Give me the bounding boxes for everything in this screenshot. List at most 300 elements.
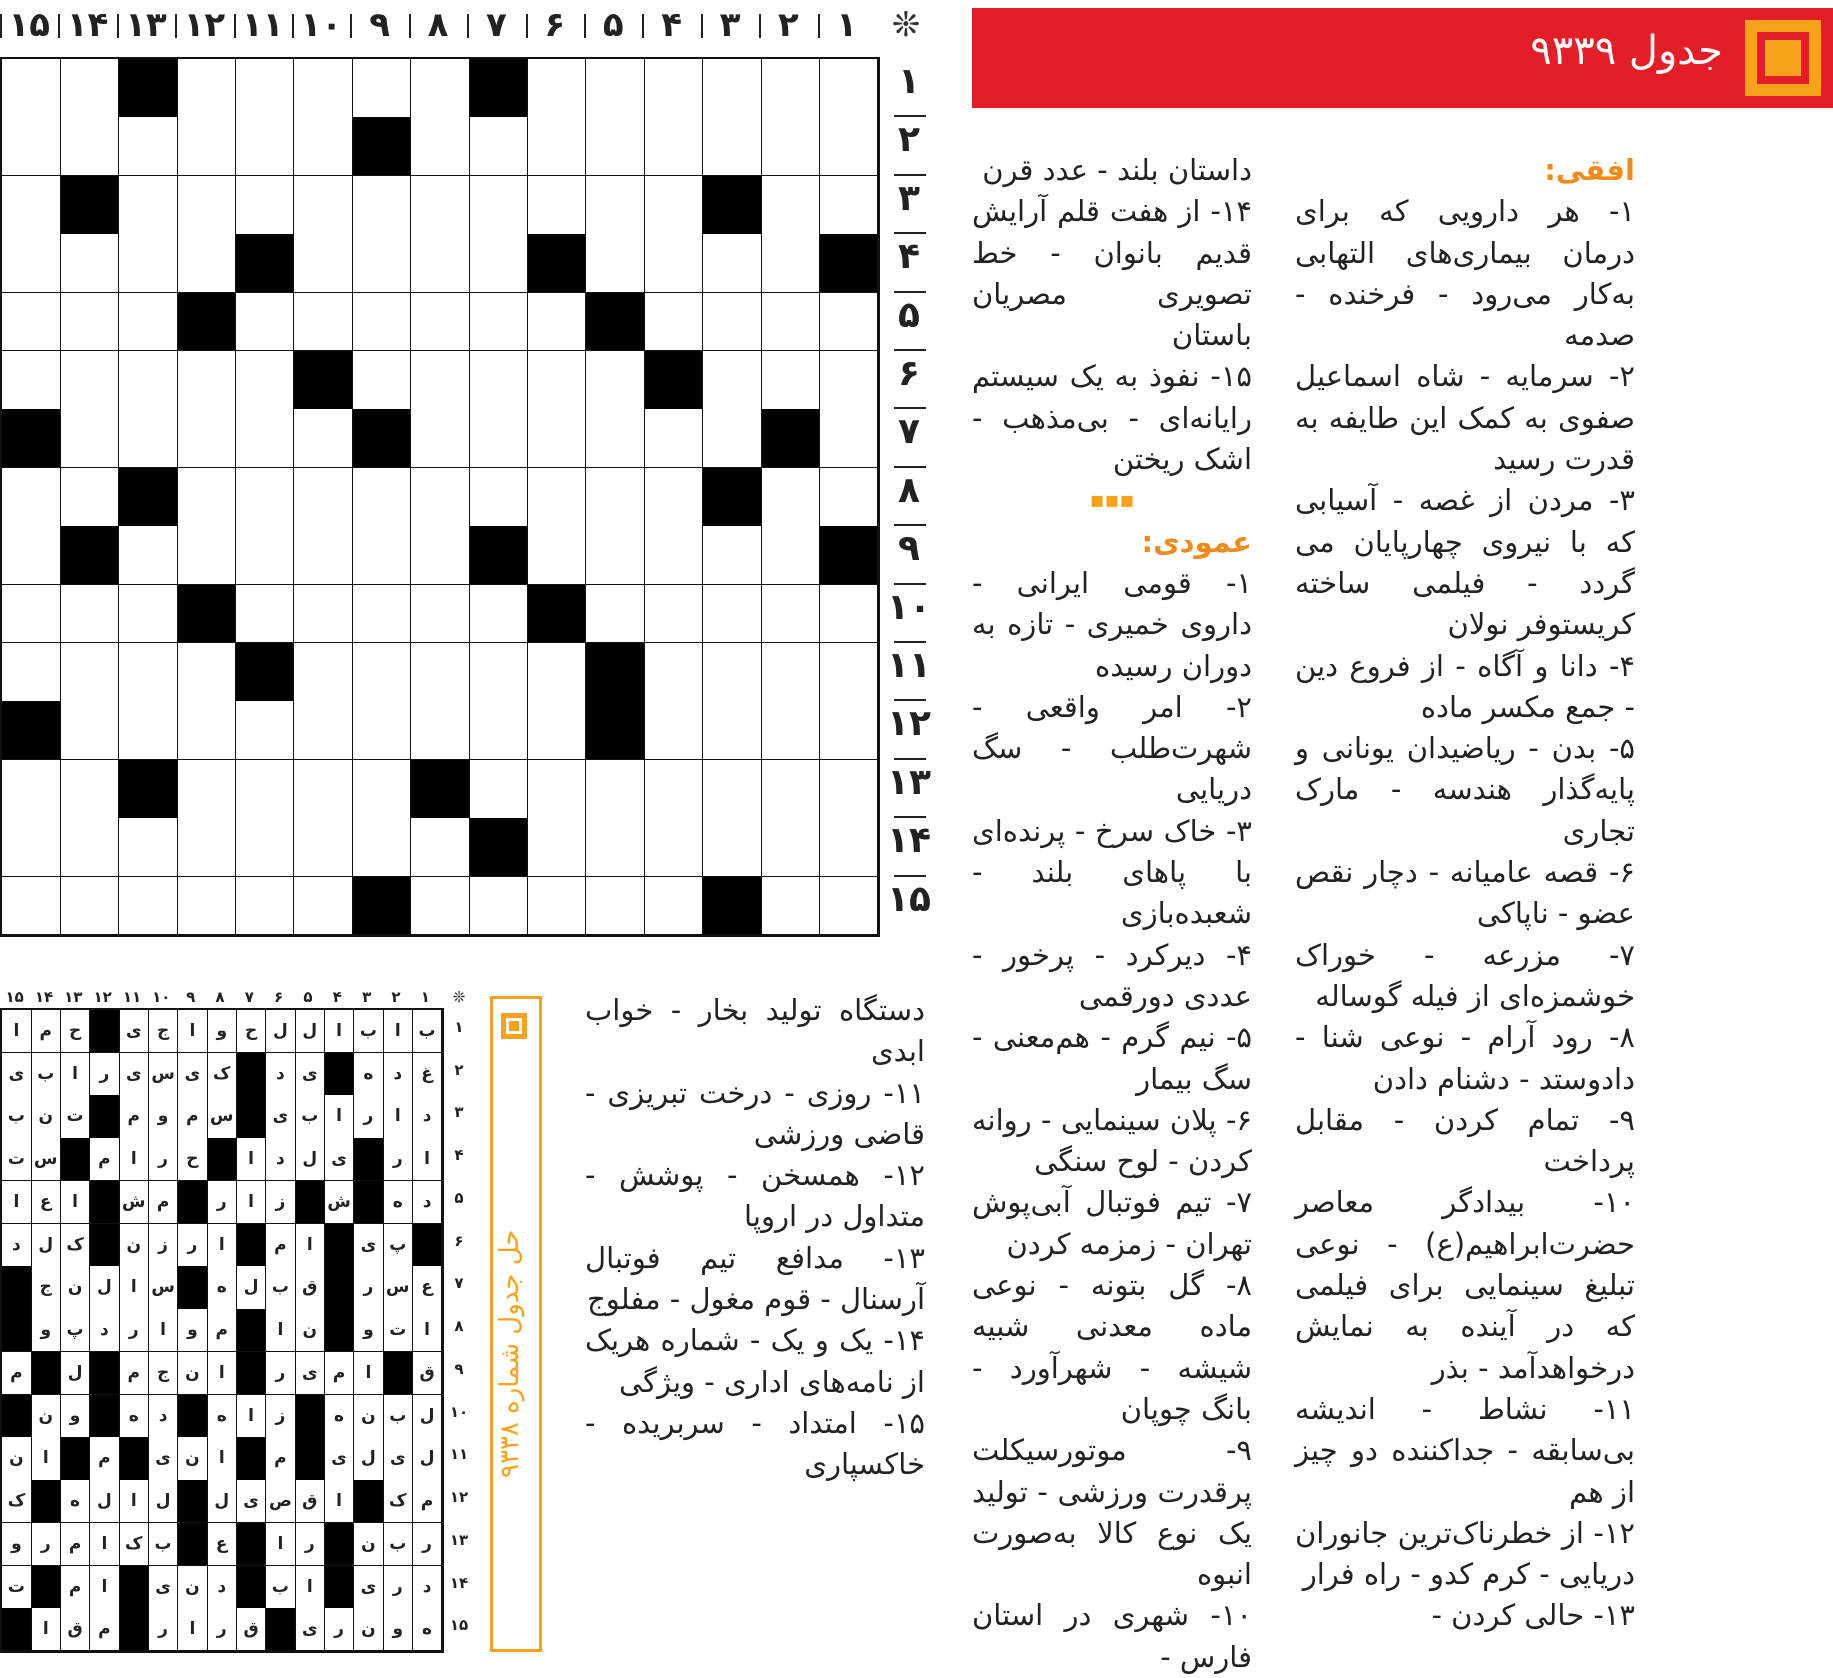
solution-cell: ی bbox=[295, 1352, 325, 1395]
solution-cell: و bbox=[383, 1608, 413, 1651]
crossword-cell bbox=[703, 59, 762, 118]
black-cell bbox=[2, 701, 61, 760]
black-cell bbox=[60, 176, 119, 235]
solution-black-cell bbox=[325, 1566, 355, 1609]
black-cell bbox=[469, 59, 528, 118]
solution-cell: س bbox=[149, 1053, 179, 1096]
row-divider bbox=[894, 816, 926, 818]
crossword-cell bbox=[236, 526, 295, 585]
solution-cell: ر bbox=[149, 1608, 179, 1651]
row-divider bbox=[894, 349, 926, 351]
solution-black-cell bbox=[31, 1352, 61, 1395]
solution-cell: ا bbox=[266, 1309, 296, 1352]
row-divider bbox=[894, 466, 926, 468]
solution-cell: ی bbox=[354, 1224, 384, 1267]
clue-text: ۱- هر دارویی که برای درمان بیماری‌های التهابی به‌کار می‌رود - فرخنده - صدمه bbox=[1295, 194, 1635, 353]
solution-cell: س bbox=[31, 1138, 61, 1181]
crossword-cell bbox=[703, 293, 762, 352]
solution-row-label: ۱ bbox=[454, 1018, 464, 1036]
solution-black-cell bbox=[237, 1437, 267, 1480]
row-label: ۱۲ bbox=[887, 703, 931, 745]
crossword-cell bbox=[761, 526, 820, 585]
column-label: ۱۵ bbox=[8, 5, 50, 45]
solution-cell: ب bbox=[266, 1266, 296, 1309]
crossword-cell bbox=[177, 176, 236, 235]
solution-cell: ا bbox=[237, 1395, 267, 1438]
crossword-cell bbox=[703, 818, 762, 877]
solution-cell: د bbox=[266, 1053, 296, 1096]
solution-cell: ز bbox=[149, 1224, 179, 1267]
solution-cell: ا bbox=[178, 1010, 208, 1053]
black-cell bbox=[119, 760, 178, 819]
solution-black-cell bbox=[90, 1010, 120, 1053]
row-label: ۲ bbox=[898, 119, 920, 161]
crossword-cell bbox=[469, 760, 528, 819]
crossword-cell bbox=[177, 409, 236, 468]
crossword-cell bbox=[236, 760, 295, 819]
black-cell bbox=[294, 351, 353, 410]
crossword-cell bbox=[2, 59, 61, 118]
solution-black-cell bbox=[237, 1053, 267, 1096]
solution-cell: ج bbox=[149, 1352, 179, 1395]
crossword-cell bbox=[119, 701, 178, 760]
crossword-cell bbox=[411, 117, 470, 176]
crossword-cell bbox=[236, 701, 295, 760]
crossword-column-header bbox=[0, 0, 930, 50]
solution-black-cell bbox=[2, 1395, 32, 1438]
row-label: ۱۳ bbox=[887, 761, 931, 803]
solution-cell: ن bbox=[354, 1395, 384, 1438]
solution-cell: ا bbox=[383, 1095, 413, 1138]
crossword-cell bbox=[60, 818, 119, 877]
column-label: ۱۳ bbox=[125, 5, 167, 45]
solution-black-cell bbox=[178, 1395, 208, 1438]
solution-cell: ا bbox=[2, 1010, 32, 1053]
crossword-cell bbox=[528, 176, 587, 235]
crossword-cell bbox=[469, 643, 528, 702]
column-label: ۵ bbox=[602, 5, 624, 45]
solution-cell: م bbox=[266, 1224, 296, 1267]
crossword-cell bbox=[820, 818, 879, 877]
clue-text: ۱۴- از هفت قلم آرایش قدیم بانوان - خط تصویری مصریان باستان bbox=[972, 194, 1252, 353]
crossword-cell bbox=[119, 234, 178, 293]
solution-row-label: ۹ bbox=[454, 1359, 464, 1378]
solution-cell: ل bbox=[149, 1480, 179, 1523]
solution-cell: ح bbox=[237, 1010, 267, 1053]
solution-column-label: ۵ bbox=[303, 988, 313, 1006]
solution-cell: ب bbox=[413, 1010, 443, 1053]
solution-black-cell bbox=[90, 1352, 120, 1395]
solution-black-cell bbox=[237, 1224, 267, 1267]
column-divider bbox=[701, 14, 703, 38]
solution-cell: م bbox=[325, 1352, 355, 1395]
crossword-cell bbox=[528, 59, 587, 118]
crossword-cell bbox=[177, 701, 236, 760]
solution-cell: ن bbox=[61, 1266, 91, 1309]
crossword-cell bbox=[352, 468, 411, 527]
column-label: ۱ bbox=[836, 5, 858, 45]
solution-cell: ن bbox=[119, 1224, 149, 1267]
solution-cell: پ bbox=[383, 1224, 413, 1267]
solution-cell: ا bbox=[119, 1266, 149, 1309]
row-label: ۱۵ bbox=[887, 878, 931, 920]
solution-cell: ب bbox=[2, 1095, 32, 1138]
solution-cell: ا bbox=[178, 1608, 208, 1651]
solution-cell: س bbox=[149, 1266, 179, 1309]
solution-cell: ر bbox=[354, 1095, 384, 1138]
crossword-cell bbox=[352, 585, 411, 644]
solution-cell: ی bbox=[119, 1010, 149, 1053]
row-label: ۷ bbox=[898, 411, 920, 453]
black-cell bbox=[644, 351, 703, 410]
solution-cell: ن bbox=[354, 1608, 384, 1651]
crossword-cell bbox=[703, 701, 762, 760]
solution-black-cell bbox=[295, 1181, 325, 1224]
solution-cell: ه bbox=[383, 1181, 413, 1224]
crossword-cell bbox=[236, 117, 295, 176]
solution-black-cell bbox=[237, 1095, 267, 1138]
solution-cell: ب bbox=[295, 1095, 325, 1138]
solution-cell: و bbox=[207, 1010, 237, 1053]
solution-black-cell bbox=[354, 1480, 384, 1523]
solution-cell: م bbox=[207, 1309, 237, 1352]
crossword-cell bbox=[177, 760, 236, 819]
crossword-cell bbox=[119, 117, 178, 176]
solution-cell: ر bbox=[325, 1608, 355, 1651]
clue-text: ۳- خاک سرخ - پرنده‌ای با پاهای بلند - شعبده‌بازی bbox=[972, 813, 1252, 931]
clue-text: ۱۴- یک و یک - شماره هریک از نامه‌های اداری - ویژگی bbox=[585, 1323, 925, 1399]
row-label: ۱۰ bbox=[887, 586, 931, 628]
solution-black-cell bbox=[325, 1523, 355, 1566]
solution-black-cell bbox=[325, 1266, 355, 1309]
solution-cell: ی bbox=[149, 1566, 179, 1609]
row-divider bbox=[894, 115, 926, 117]
solution-black-cell bbox=[178, 1181, 208, 1224]
crossword-cell bbox=[761, 468, 820, 527]
solution-cell: ی bbox=[266, 1095, 296, 1138]
crossword-cell bbox=[469, 176, 528, 235]
solution-cell: ر bbox=[149, 1138, 179, 1181]
solution-cell: ل bbox=[354, 1437, 384, 1480]
solution-cell: ه bbox=[325, 1395, 355, 1438]
crossword-cell bbox=[60, 351, 119, 410]
solution-black-cell bbox=[90, 1095, 120, 1138]
crossword-cell bbox=[469, 468, 528, 527]
column-divider bbox=[818, 14, 820, 38]
solution-cell: و bbox=[2, 1523, 32, 1566]
black-cell bbox=[703, 877, 762, 936]
column-divider bbox=[292, 14, 294, 38]
solution-cell: ک bbox=[207, 1053, 237, 1096]
crossword-cell bbox=[119, 585, 178, 644]
solution-column-label: ۱۴ bbox=[34, 988, 54, 1006]
clue-text: ۴- دیرکرد - پرخور - عددی دورقمی bbox=[972, 937, 1252, 1013]
black-cell bbox=[586, 701, 645, 760]
solution-cell: ن bbox=[31, 1395, 61, 1438]
row-divider bbox=[894, 758, 926, 760]
solution-cell: ی bbox=[178, 1053, 208, 1096]
row-divider bbox=[894, 641, 926, 643]
crossword-cell bbox=[703, 585, 762, 644]
solution-row-label: ۷ bbox=[454, 1274, 464, 1293]
solution-black-cell bbox=[119, 1608, 149, 1651]
crossword-cell bbox=[469, 351, 528, 410]
solution-cell: ه bbox=[119, 1395, 149, 1438]
crossword-cell bbox=[294, 293, 353, 352]
crossword-cell bbox=[820, 409, 879, 468]
crossword-cell bbox=[60, 643, 119, 702]
black-cell bbox=[820, 234, 879, 293]
crossword-cell bbox=[761, 701, 820, 760]
black-cell bbox=[586, 643, 645, 702]
solution-cell: ح bbox=[61, 1010, 91, 1053]
solution-column-label: ۱۵ bbox=[5, 988, 24, 1006]
solution-cell: ب bbox=[383, 1395, 413, 1438]
crossword-cell bbox=[60, 701, 119, 760]
crossword-cell bbox=[294, 585, 353, 644]
solution-cell: ل bbox=[413, 1395, 443, 1438]
crossword-cell bbox=[644, 293, 703, 352]
crossword-cell bbox=[703, 117, 762, 176]
solution-cell: ا bbox=[207, 1437, 237, 1480]
crossword-cell bbox=[119, 293, 178, 352]
crossword-cell bbox=[586, 468, 645, 527]
solution-cell: د bbox=[207, 1566, 237, 1609]
crossword-cell bbox=[528, 877, 587, 936]
solution-black-cell bbox=[90, 1224, 120, 1267]
solution-cell: م bbox=[149, 1181, 179, 1224]
crossword-cell bbox=[644, 701, 703, 760]
clue-text: ۱- قومی ایرانی - داروی خمیری - تازه به دوران رسیده bbox=[972, 565, 1252, 683]
clue-text: ۷- تیم فوتبال آبی‌پوش تهران - زمزمه کردن bbox=[972, 1185, 1252, 1261]
clue-heading: عمودی: bbox=[1141, 524, 1252, 559]
crossword-cell bbox=[294, 176, 353, 235]
crossword-cell bbox=[411, 468, 470, 527]
crossword-grid bbox=[0, 57, 880, 937]
clue-text: ۸- رود آرام - نوعی شنا - دادوستد - دشنام دادن bbox=[1295, 1020, 1635, 1096]
solution-cell: ا bbox=[90, 1566, 120, 1609]
solution-cell: ر bbox=[354, 1266, 384, 1309]
crossword-cell bbox=[2, 526, 61, 585]
solution-cell: ا bbox=[119, 1138, 149, 1181]
crossword-cell bbox=[820, 351, 879, 410]
solution-cell: ا bbox=[61, 1053, 91, 1096]
solution-cell: ا bbox=[325, 1480, 355, 1523]
clues-column-3 bbox=[585, 990, 925, 1656]
crossword-cell bbox=[820, 293, 879, 352]
crossword-cell bbox=[469, 117, 528, 176]
crossword-cell bbox=[586, 409, 645, 468]
clue-text: ۱۵- نفوذ به یک سیستم رایانه‌ای - بی‌مذهب - اشک ریختن bbox=[972, 359, 1252, 477]
solution-black-cell bbox=[61, 1437, 91, 1480]
black-cell bbox=[119, 59, 178, 118]
crossword-cell bbox=[644, 760, 703, 819]
crossword-cell bbox=[119, 351, 178, 410]
solution-cell: ا bbox=[119, 1480, 149, 1523]
solution-black-cell bbox=[2, 1608, 32, 1651]
crossword-cell bbox=[469, 409, 528, 468]
crossword-cell bbox=[761, 643, 820, 702]
crossword-cell bbox=[761, 117, 820, 176]
solution-black-cell bbox=[354, 1181, 384, 1224]
solution-black-cell bbox=[178, 1523, 208, 1566]
solution-cell: م bbox=[31, 1010, 61, 1053]
solution-cell: ی bbox=[354, 1566, 384, 1609]
solution-cell: ت bbox=[2, 1138, 32, 1181]
solution-column-label: ۴ bbox=[332, 988, 342, 1006]
row-divider bbox=[894, 232, 926, 234]
solution-cell: ن bbox=[178, 1566, 208, 1609]
solution-cell: ا bbox=[413, 1309, 443, 1352]
solution-column-label: ۱۰ bbox=[152, 988, 171, 1006]
crossword-cell bbox=[761, 176, 820, 235]
crossword-cell bbox=[411, 585, 470, 644]
crossword-cell bbox=[644, 818, 703, 877]
solution-black-cell bbox=[119, 1566, 149, 1609]
crossword-cell bbox=[119, 409, 178, 468]
solution-black-cell bbox=[90, 1395, 120, 1438]
clue-text: ۱۲- همسخن - پوشش - متداول در اروپا bbox=[585, 1158, 925, 1234]
crossword-cell bbox=[411, 59, 470, 118]
crossword-cell bbox=[703, 643, 762, 702]
crossword-cell bbox=[528, 293, 587, 352]
solution-black-cell bbox=[2, 1266, 32, 1309]
solution-cell: ا bbox=[207, 1224, 237, 1267]
crossword-cell bbox=[352, 760, 411, 819]
solution-cell: ن bbox=[31, 1095, 61, 1138]
crossword-cell bbox=[644, 117, 703, 176]
crossword-cell bbox=[761, 351, 820, 410]
column-divider bbox=[584, 14, 586, 38]
crossword-cell bbox=[236, 409, 295, 468]
column-divider bbox=[175, 14, 177, 38]
solution-cell: ا bbox=[149, 1309, 179, 1352]
solution-cell: ل bbox=[295, 1010, 325, 1053]
black-cell bbox=[60, 526, 119, 585]
solution-cell: ن bbox=[178, 1352, 208, 1395]
clues-column-1 bbox=[1295, 150, 1635, 1656]
clue-text: ۱۵- امتداد - سربریده - خاکسپاری bbox=[585, 1405, 925, 1482]
crossword-cell bbox=[177, 351, 236, 410]
crossword-cell bbox=[236, 59, 295, 118]
solution-cell: ا bbox=[31, 1608, 61, 1651]
solution-row-label: ۱۰ bbox=[449, 1402, 469, 1421]
solution-cell: ت bbox=[383, 1309, 413, 1352]
solution-cell: ب bbox=[354, 1010, 384, 1053]
crossword-cell bbox=[2, 585, 61, 644]
crossword-cell bbox=[411, 877, 470, 936]
crossword-cell bbox=[644, 468, 703, 527]
solution-black-cell bbox=[61, 1138, 91, 1181]
crossword-cell bbox=[469, 877, 528, 936]
crossword-cell bbox=[294, 409, 353, 468]
clue-text: ۲- امر واقعی - شهرت‌طلب - سگ دریایی bbox=[972, 689, 1252, 807]
crossword-cell bbox=[820, 117, 879, 176]
solution-black-cell bbox=[178, 1480, 208, 1523]
crossword-cell bbox=[820, 701, 879, 760]
solution-cell: ا bbox=[237, 1138, 267, 1181]
solution-column-label: ۱۱ bbox=[122, 988, 142, 1006]
corner-symbol: ❊ bbox=[891, 5, 921, 45]
column-label: ۲ bbox=[778, 5, 799, 45]
crossword-cell bbox=[644, 643, 703, 702]
crossword-cell bbox=[294, 468, 353, 527]
clue-text: ۶- قصه عامیانه - دچار نقص عضو - ناپاکی bbox=[1295, 855, 1635, 931]
solution-cell: ج bbox=[149, 1010, 179, 1053]
solution-column-label: ۸ bbox=[215, 988, 225, 1006]
crossword-cell bbox=[352, 176, 411, 235]
solution-cell: ع bbox=[413, 1266, 443, 1309]
solution-black-cell bbox=[325, 1309, 355, 1352]
solution-cell: ز bbox=[266, 1395, 296, 1438]
crossword-cell bbox=[528, 701, 587, 760]
solution-cell: م bbox=[90, 1437, 120, 1480]
crossword-cell bbox=[177, 526, 236, 585]
column-label: ۶ bbox=[544, 5, 566, 45]
solution-cell: ا bbox=[90, 1523, 120, 1566]
solution-cell: و bbox=[61, 1395, 91, 1438]
black-cell bbox=[411, 760, 470, 819]
solution-cell: م bbox=[2, 1352, 32, 1395]
crossword-cell bbox=[644, 585, 703, 644]
solution-cell: ک bbox=[61, 1224, 91, 1267]
solution-row-label: ۲ bbox=[454, 1060, 464, 1079]
crossword-cell bbox=[2, 877, 61, 936]
crossword-cell bbox=[294, 234, 353, 293]
solution-title: حل جدول شماره ۹۳۳۸ bbox=[495, 1229, 525, 1479]
solution-column-label: ۱۳ bbox=[64, 988, 83, 1006]
crossword-cell bbox=[586, 760, 645, 819]
solution-cell: ل bbox=[31, 1224, 61, 1267]
crossword-cell bbox=[703, 760, 762, 819]
solution-cell: ا bbox=[383, 1010, 413, 1053]
solution-cell: ا bbox=[266, 1523, 296, 1566]
solution-black-cell bbox=[31, 1566, 61, 1609]
column-divider bbox=[117, 14, 119, 38]
crossword-cell bbox=[2, 760, 61, 819]
clue-text: ۷- مزرعه - خوراک خوشمزه‌ای از فیله گوساله bbox=[1295, 937, 1635, 1013]
solution-cell: ی bbox=[325, 1437, 355, 1480]
solution-cell: ب bbox=[149, 1523, 179, 1566]
solution-cell: د bbox=[413, 1181, 443, 1224]
solution-cell: ل bbox=[237, 1266, 267, 1309]
crossword-cell bbox=[469, 293, 528, 352]
row-label: ۱۴ bbox=[887, 820, 931, 862]
solution-cell: د bbox=[413, 1095, 443, 1138]
column-label: ۱۴ bbox=[66, 5, 109, 45]
crossword-cell bbox=[177, 59, 236, 118]
crossword-cell bbox=[177, 818, 236, 877]
solution-column-label: ۶ bbox=[274, 988, 284, 1006]
row-divider bbox=[894, 174, 926, 176]
clue-text: ۸- گل بتونه - نوعی ماده معدنی شبیه شیشه - شهرآورد - بانگ چوپان bbox=[972, 1268, 1252, 1426]
column-label: ۱۰ bbox=[300, 5, 342, 45]
crossword-cell bbox=[352, 818, 411, 877]
column-divider bbox=[0, 14, 2, 38]
black-cell bbox=[352, 117, 411, 176]
solution-black-cell bbox=[31, 1480, 61, 1523]
solution-cell: ن bbox=[2, 1437, 32, 1480]
crossword-cell bbox=[236, 585, 295, 644]
crossword-cell bbox=[820, 468, 879, 527]
solution-cell: ر bbox=[383, 1138, 413, 1181]
crossword-cell bbox=[352, 643, 411, 702]
crossword-cell bbox=[60, 760, 119, 819]
solution-cell: ق bbox=[237, 1608, 267, 1651]
row-divider bbox=[894, 407, 926, 409]
crossword-cell bbox=[586, 59, 645, 118]
solution-black-cell bbox=[413, 1224, 443, 1267]
